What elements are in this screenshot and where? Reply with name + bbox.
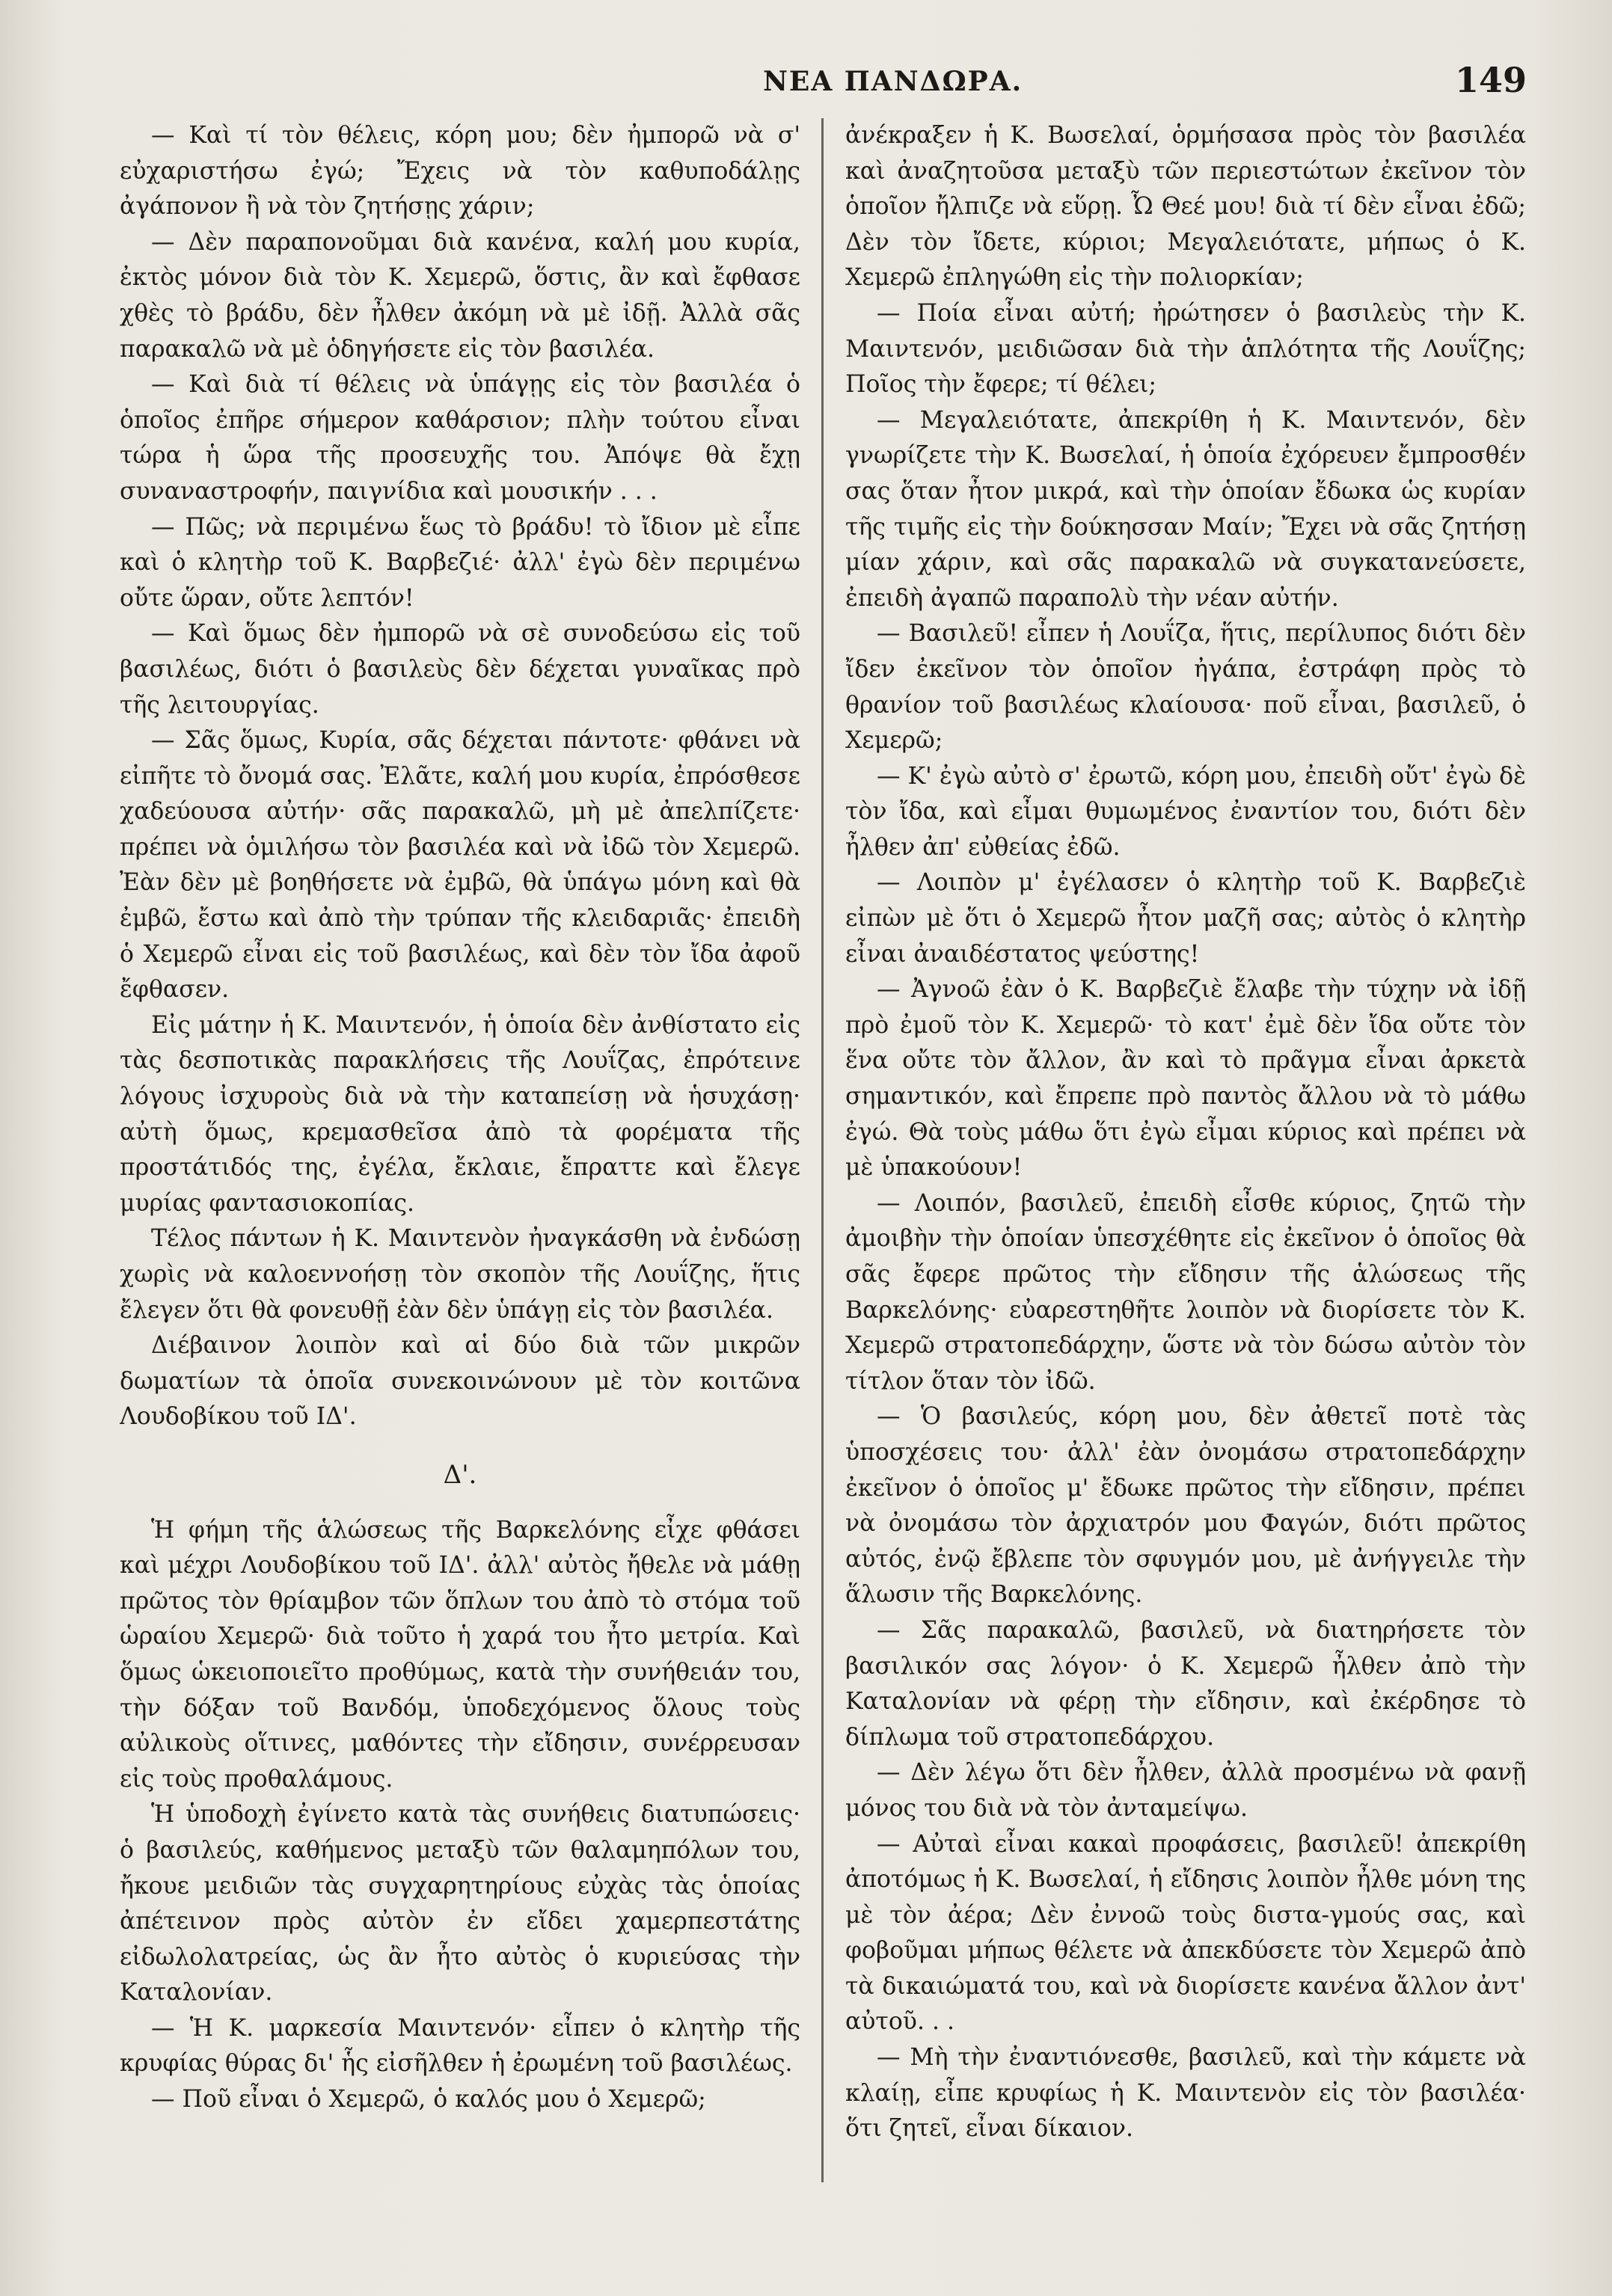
paragraph: — Δὲν παραπονοῦμαι διὰ κανένα, καλή μου κυρία, ἐκτὸς μόνον διὰ τὸν Κ. Χεμερῶ, ὅστις, ἂν καὶ ἔφθασε χθὲς τὸ βράδυ, δὲν ἦλθεν ἀκόμη νὰ μὲ ἰδῇ. Ἀλλὰ σᾶς παρακαλῶ νὰ μὲ ὁδηγήσετε εἰς τὸν βασιλέα. [120, 228, 800, 363]
right-column [845, 118, 1526, 2212]
paragraph: ἀνέκραξεν ἡ Κ. Βωσελαί, ὁρμήσασα πρὸς τὸν βασιλέα καὶ ἀναζητοῦσα μεταξὺ τῶν περιεστώτων ἐκεῖνον τὸν ὁποῖον ἤλπιζε νὰ εὕρῃ. Ὦ Θεέ μου! διὰ τί δὲν εἶναι ἐδῶ; Δὲν τὸν ἴδετε, κύριοι; Μεγαλειότατε, μήπως ὁ Κ. Χεμερῶ ἐπληγώθη εἰς τὴν πολιορκίαν; [845, 122, 1526, 292]
paragraph: — Βασιλεῦ! εἶπεν ἡ Λουΐζα, ἥτις, περίλυπος διότι δὲν ἴδεν ἐκεῖνον τὸν ὁποῖον ἠγάπα, ἐστράφη πρὸς τὸ θρανίον τοῦ βασιλέως κλαίουσα· ποῦ εἶναι, βασιλεῦ, ὁ Χεμερῶ; [845, 620, 1526, 755]
paragraph: — Σᾶς παρακαλῶ, βασιλεῦ, νὰ διατηρήσετε τὸν βασιλικόν σας λόγον· ὁ Κ. Χεμερῶ ἦλθεν ἀπὸ τὴν Καταλονίαν νὰ φέρῃ τὴν εἴδησιν, καὶ ἐκέρδησε τὸ δίπλωμα τοῦ στρατοπεδάρχου. [845, 1616, 1526, 1751]
paragraph: — Λοιπόν, βασιλεῦ, ἐπειδὴ εἶσθε κύριος, ζητῶ τὴν ἀμοιβὴν τὴν ὁποίαν ὑπεσχέθητε εἰς ἐκεῖνον ὁ ὁποῖος θὰ σᾶς ἔφερε πρῶτος τὴν εἴδησιν τῆς ἁλώσεως τῆς Βαρκελόνης· εὐαρεστηθῆτε λοιπὸν νὰ διορίσετε τὸν Κ. Χεμερῶ στρατοπεδάρχην, ὥστε νὰ τὸν δώσω αὐτὸν τὸν τίτλον ὅταν τὸν ἰδῶ. [845, 1189, 1526, 1395]
paragraph: Εἰς μάτην ἡ Κ. Μαιντενόν, ἡ ὁποία δὲν ἀνθίστατο εἰς τὰς δεσποτικὰς παρακλήσεις τῆς Λουΐζας, ἐπρότεινε λόγους ἰσχυροὺς διὰ νὰ τὴν καταπείσῃ νὰ ἡσυχάσῃ· αὐτὴ ὅμως, κρεμασθεῖσα ἀπὸ τὰ φορέματα τῆς προστάτιδός της, ἐγέλα, ἔκλαιε, ἔπραττε καὶ ἔλεγε μυρίας φαντασιοκοπίας. [120, 1011, 800, 1217]
column-divider [821, 118, 824, 2182]
section-heading: Δ'. [443, 1459, 477, 1490]
paragraph: — Ἡ Κ. μαρκεσία Μαιντενόν· εἶπεν ὁ κλητὴρ τῆς κρυφίας θύρας δι' ἧς εἰσῆλθεν ἡ ἐρωμένη τοῦ βασιλέως. [120, 2014, 800, 2078]
paragraph: — Καὶ ὅμως δὲν ἠμπορῶ νὰ σὲ συνοδεύσω εἰς τοῦ βασιλέως, διότι ὁ βασιλεὺς δὲν δέχεται γυναῖκας πρὸ τῆς λειτουργίας. [120, 620, 800, 719]
paragraph: — Σᾶς ὅμως, Κυρία, σᾶς δέχεται πάντοτε· φθάνει νὰ εἰπῆτε τὸ ὄνομά σας. Ἐλᾶτε, καλή μου κυρία, ἐπρόσθεσε χαδεύουσα αὐτήν· σᾶς παρακαλῶ, μὴ μὲ ἀπελπίζετε· πρέπει νὰ ὁμιλήσω τὸν βασιλέα καὶ νὰ ἰδῶ τὸν Χεμερῶ. Ἐὰν δὲν μὲ βοηθήσετε νὰ ἐμβῶ, θὰ ὑπάγω μόνη καὶ θὰ ἐμβῶ, ἔστω καὶ ἀπὸ τὴν τρύπαν τῆς κλειδαριᾶς· ἐπειδὴ ὁ Χεμερῶ εἶναι εἰς τοῦ βασιλέως, καὶ δὲν τὸν ἴδα ἀφοῦ ἔφθασεν. [120, 727, 800, 1004]
paragraph: Διέβαινον λοιπὸν καὶ αἱ δύο διὰ τῶν μικρῶν δωματίων τὰ ὁποῖα συνεκοινώνουν μὲ τὸν κοιτῶνα Λουδοβίκου τοῦ ΙΔ'. [120, 1332, 800, 1431]
paragraph: — Λοιπὸν μ' ἐγέλασεν ὁ κλητὴρ τοῦ Κ. Βαρβεζιὲ εἰπὼν μὲ ὅτι ὁ Χεμερῶ ἦτον μαζῆ σας; αὐτὸς ὁ κλητὴρ εἶναι ἀναιδέστατος ψεύστης! [845, 869, 1526, 968]
paragraph: — Καὶ διὰ τί θέλεις νὰ ὑπάγῃς εἰς τὸν βασιλέα ὁ ὁποῖος ἐπῆρε σήμερον καθάρσιον; πλὴν τούτου εἶναι τώρα ἡ ὥρα τῆς προσευχῆς του. Ἀπόψε θὰ ἔχῃ συναναστροφήν, παιγνίδια καὶ μουσικήν . . . [120, 371, 800, 505]
running-title: ΝΕΑ ΠΑΝΔΩΡΑ. [763, 66, 1023, 97]
paragraph: — Πῶς; νὰ περιμένω ἕως τὸ βράδυ! τὸ ἴδιον μὲ εἶπε καὶ ὁ κλητὴρ τοῦ Κ. Βαρβεζιέ· ἀλλ' ἐγὼ δὲν περιμένω οὔτε ὥραν, οὔτε λεπτόν! [120, 513, 800, 612]
page-number: 149 [1455, 60, 1527, 100]
paragraph: — Μεγαλειότατε, ἀπεκρίθη ἡ Κ. Μαιντενόν, δὲν γνωρίζετε τὴν Κ. Βωσελαί, ἡ ὁποία ἐχόρευεν ἔμπροσθέν σας ὅταν ἦτον μικρά, καὶ τὴν ὁποίαν ἔδωκα ὡς κυρίαν τῆς τιμῆς εἰς τὴν δούκησσαν Μαίν; Ἔχει νὰ σᾶς ζητήσῃ μίαν χάριν, καὶ σᾶς παρακαλῶ νὰ συγκατανεύσετε, ἐπειδὴ ἀγαπῶ παραπολὺ τὴν νέαν αὐτήν. [845, 406, 1526, 612]
paragraph: Τέλος πάντων ἡ Κ. Μαιντενὸν ἠναγκάσθη νὰ ἐνδώσῃ χωρὶς νὰ καλοεννοήσῃ τὸν σκοπὸν τῆς Λουΐζης, ἥτις ἔλεγεν ὅτι θὰ φονευθῇ ἐὰν δὲν ὑπάγῃ εἰς τὸν βασιλέα. [120, 1225, 800, 1324]
paragraph: — Δὲν λέγω ὅτι δὲν ἦλθεν, ἀλλὰ προσμένω νὰ φανῇ μόνος του διὰ νὰ τὸν ἀνταμείψω. [845, 1759, 1526, 1822]
paragraph: — Ποῦ εἶναι ὁ Χεμερῶ, ὁ καλός μου ὁ Χεμερῶ; [151, 2086, 706, 2114]
paragraph: — Μὴ τὴν ἐναντιόνεσθε, βασιλεῦ, καὶ τὴν κάμετε νὰ κλαίῃ, εἶπε κρυφίως ἡ Κ. Μαιντενὸν εἰς τὸν βασιλέα· ὅτι ζητεῖ, εἶναι δίκαιον. [845, 2044, 1526, 2143]
paragraph: — Αὐταὶ εἶναι κακαὶ προφάσεις, βασιλεῦ! ἀπεκρίθη ἀποτόμως ἡ Κ. Βωσελαί, ἡ εἴδησις λοιπὸν ἦλθε μόνη της μὲ τὸν ἀέρα; Δὲν ἐννοῶ τοὺς διστα-γμούς σας, καὶ φοβοῦμαι μήπως θέλετε νὰ ἀπεκδύσετε τὸν Χεμερῶ ἀπὸ τὰ δικαιώματά του, καὶ νὰ διορίσετε κανένα ἄλλον ἀντ' αὐτοῦ. . . [845, 1830, 1526, 2036]
left-column [120, 118, 800, 2212]
paragraph: — Ὁ βασιλεύς, κόρη μου, δὲν ἀθετεῖ ποτὲ τὰς ὑποσχέσεις του· ἀλλ' ἐὰν ὀνομάσω στρατοπεδάρχην ἐκεῖνον ὁ ὁποῖος μ' ἔδωκε πρῶτος τὴν εἴδησιν, πρέπει νὰ ὀνομάσω τὸν ἀρχιατρόν μου Φαγών, διότι πρῶτος αὐτός, ἐνῷ ἔβλεπε τὸν σφυγμόν μου, μὲ ἀνήγγειλε τὴν ἅλωσιν τῆς Βαρκελόνης. [845, 1403, 1526, 1609]
paragraph: — Ποία εἶναι αὐτή; ἠρώτησεν ὁ βασιλεὺς τὴν Κ. Μαιντενόν, μειδιῶσαν διὰ τὴν ἁπλότητα τῆς Λουΐζης; Ποῖος τὴν ἔφερε; τί θέλει; [845, 299, 1526, 399]
text-columns [120, 118, 1526, 2212]
paragraph: — Καὶ τί τὸν θέλεις, κόρη μου; δὲν ἠμπορῶ νὰ σ' εὐχαριστήσω ἐγώ; Ἔχεις νὰ τὸν καθυποδάλῃς ἀγάπονον ἢ νὰ τὸν ζητήσῃς χάριν; [120, 122, 800, 221]
paragraph: Ἡ ὑποδοχὴ ἐγίνετο κατὰ τὰς συνήθεις διατυπώσεις· ὁ βασιλεύς, καθήμενος μεταξὺ τῶν θαλαμηπόλων του, ἤκουε μειδιῶν τὰς συγχαρητηρίους εὐχὰς τὰς ὁποίας ἀπέτεινον πρὸς αὐτὸν ἐν εἴδει χαμερπεστάτης εἰδωλολατρείας, ὡς ἂν ἦτο αὐτὸς ὁ κυριεύσας τὴν Καταλονίαν. [120, 1801, 800, 2007]
page-header [0, 60, 1612, 105]
paragraph: — Ἀγνοῶ ἐὰν ὁ Κ. Βαρβεζιὲ ἔλαβε τὴν τύχην νὰ ἰδῇ πρὸ ἐμοῦ τὸν Κ. Χεμερῶ· τὸ κατ' ἐμὲ δὲν ἴδα οὔτε τὸν ἕνα οὔτε τὸν ἄλλον, ἂν καὶ τὸ πρᾶγμα εἶναι ἀρκετὰ σημαντικόν, καὶ ἔπρεπε πρὸ παντὸς ἄλλου νὰ τὸ μάθω ἐγώ. Θὰ τοὺς μάθω ὅτι ἐγὼ εἶμαι κύριος καὶ πρέπει νὰ μὲ ὑπακούουν! [845, 976, 1526, 1182]
paragraph: — Κ' ἐγὼ αὐτὸ σ' ἐρωτῶ, κόρη μου, ἐπειδὴ οὔτ' ἐγὼ δὲ τὸν ἴδα, καὶ εἶμαι θυμωμένος ἐναντίον του, διότι δὲν ἦλθεν ἀπ' εὐθείας ἐδῶ. [845, 762, 1526, 861]
paragraph: Ἡ φήμη τῆς ἁλώσεως τῆς Βαρκελόνης εἶχε φθάσει καὶ μέχρι Λουδοβίκου τοῦ ΙΔ'. ἀλλ' αὐτὸς ἤθελε νὰ μάθῃ πρῶτος τὸν θρίαμβον τῶν ὅπλων του ἀπὸ τὸ στόμα τοῦ ὡραίου Χεμερῶ· διὰ τοῦτο ἡ χαρά του ἦτο μετρία. Καὶ ὅμως ὡκειοποιεῖτο προθύμως, κατὰ τὴν συνήθειάν του, τὴν δόξαν τοῦ Βανδόμ, ὑποδεχόμενος ὅλους τοὺς αὐλικοὺς οἵτινες, μαθόντες τὴν εἴδησιν, συνέρρευσαν εἰς τοὺς προθαλάμους. [120, 1516, 800, 1793]
